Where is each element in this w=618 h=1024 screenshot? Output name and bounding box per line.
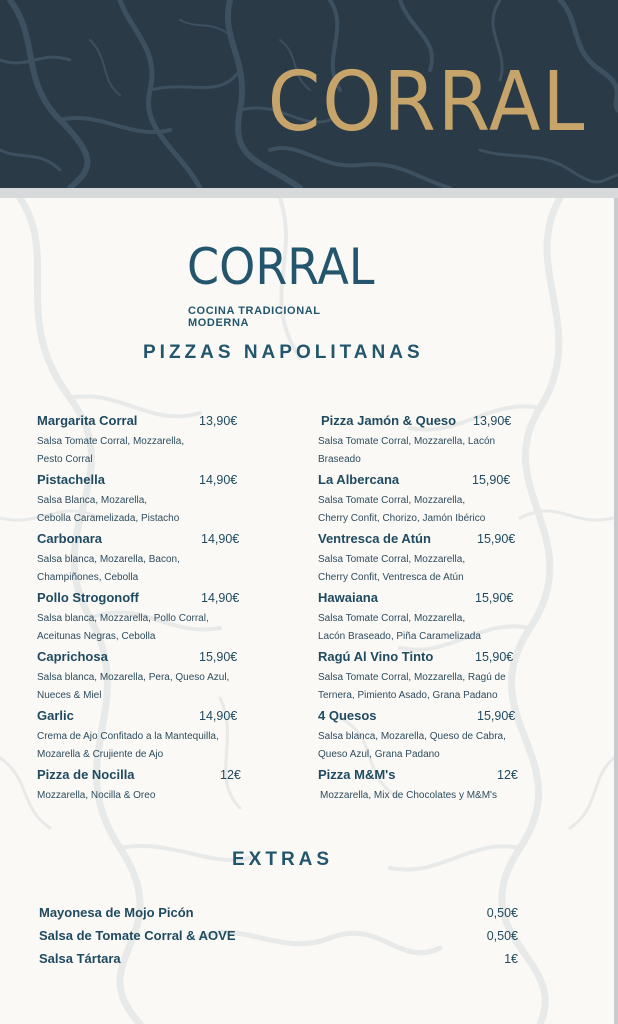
- pizza-description-line: Aceitunas Negras, Cebolla: [37, 631, 156, 642]
- pizza-price: 15,90€: [475, 650, 514, 664]
- pizza-description-line: Salsa Tomate Corral, Mozzarella, Lacón: [318, 436, 496, 447]
- divider: [0, 188, 618, 198]
- pizza-description-line: Mozzarella, Nocilla & Oreo: [37, 790, 156, 801]
- pizza-name: Pizza de Nocilla: [37, 767, 135, 782]
- pizza-price: 13,90€: [199, 414, 238, 428]
- pizza-description-line: Salsa blanca, Mozarella, Pera, Queso Azul,: [37, 672, 230, 683]
- pizza-price: 14,90€: [199, 473, 238, 487]
- pizza-name: Hawaiana: [318, 590, 378, 605]
- pizza-name: Pizza M&M's: [318, 767, 396, 782]
- pizza-description-line: Salsa Tomate Corral, Mozzarella,: [318, 613, 466, 624]
- pizza-description-line: Salsa Tomate Corral, Mozzarella,: [318, 554, 466, 565]
- pizza-name: Ragú Al Vino Tinto: [318, 649, 434, 664]
- pizza-name: Caprichosa: [37, 649, 108, 664]
- pizza-description-line: Lacón Braseado, Piña Caramelizada: [318, 631, 481, 642]
- pizza-description-line: Salsa Blanca, Mozarella,: [37, 495, 148, 506]
- pizza-price: 14,90€: [199, 709, 238, 723]
- extra-name: Salsa Tártara: [39, 951, 121, 966]
- pizza-price: 15,90€: [199, 650, 238, 664]
- pizza-description-line: Salsa Tomate Corral, Mozzarella,: [318, 495, 466, 506]
- extra-name: Salsa de Tomate Corral & AOVE: [39, 928, 236, 943]
- section-title-pizzas: PIZZAS NAPOLITANAS: [143, 342, 424, 363]
- pizza-price: 15,90€: [477, 709, 516, 723]
- extra-price: 0,50€: [486, 929, 518, 943]
- pizza-name: 4 Quesos: [318, 708, 377, 723]
- pizza-price: 15,90€: [477, 532, 516, 546]
- pizza-name: Pizza Jamón & Queso: [321, 413, 457, 428]
- pizza-price: 15,90€: [472, 473, 511, 487]
- pizza-description-line: Salsa Tomate Corral, Mozzarella,: [37, 436, 185, 447]
- banner-logo: CORRAL: [267, 55, 586, 150]
- pizza-description-line: Queso Azul, Grana Padano: [318, 749, 440, 760]
- pizza-description-line: Cherry Confit, Chorizo, Jamón Ibérico: [318, 513, 486, 524]
- pizza-name: Carbonara: [37, 531, 103, 546]
- pizza-price: 12€: [220, 768, 241, 782]
- pizza-price: 14,90€: [201, 591, 240, 605]
- pizza-description-line: Salsa Tomate Corral, Mozzarella, Ragú de: [318, 672, 506, 683]
- tagline: COCINA TRADICIONAL MODERNA: [188, 305, 321, 329]
- extra-price: 0,50€: [486, 906, 518, 920]
- pizza-name: Ventresca de Atún: [318, 531, 431, 546]
- extra-name: Mayonesa de Mojo Picón: [39, 905, 194, 920]
- pizza-price: 14,90€: [201, 532, 240, 546]
- pizza-name: Margarita Corral: [37, 413, 138, 428]
- pizza-name: La Albercana: [318, 472, 400, 487]
- pizza-price: 15,90€: [475, 591, 514, 605]
- pizza-description-line: Salsa blanca, Mozarella, Queso de Cabra,: [318, 731, 506, 742]
- pizza-description-line: Pesto Corral: [37, 454, 93, 465]
- pizza-description-line: Nueces & Miel: [37, 690, 102, 701]
- pizza-description-line: Mozzarella, Mix de Chocolates y M&M's: [320, 790, 497, 801]
- pizza-description-line: Braseado: [318, 454, 361, 465]
- pizza-name: Pistachella: [37, 472, 105, 487]
- header-banner: [0, 0, 618, 188]
- pizza-name: Garlic: [37, 708, 74, 723]
- pizza-name: Pollo Strogonoff: [37, 590, 139, 605]
- restaurant-logo: CORRAL: [187, 238, 375, 296]
- pizza-description-line: Ternera, Pimiento Asado, Grana Padano: [318, 690, 498, 701]
- extra-price: 1€: [504, 952, 518, 966]
- pizza-price: 12€: [497, 768, 518, 782]
- pizza-description-line: Crema de Ajo Confitado a la Mantequilla,: [37, 731, 219, 742]
- pizza-description-line: Salsa blanca, Mozarella, Bacon,: [37, 554, 180, 565]
- pizza-price: 13,90€: [473, 414, 512, 428]
- pizza-description-line: Champiñones, Cebolla: [37, 572, 139, 583]
- pizza-description-line: Cherry Confit, Ventresca de Atún: [318, 572, 464, 583]
- pizza-description-line: Salsa blanca, Mozzarella, Pollo Corral,: [37, 613, 209, 624]
- pizza-description-line: Cebolla Caramelizada, Pistacho: [37, 513, 180, 524]
- section-title-extras: EXTRAS: [232, 849, 334, 870]
- pizza-description-line: Mozarella & Crujiente de Ajo: [37, 749, 164, 760]
